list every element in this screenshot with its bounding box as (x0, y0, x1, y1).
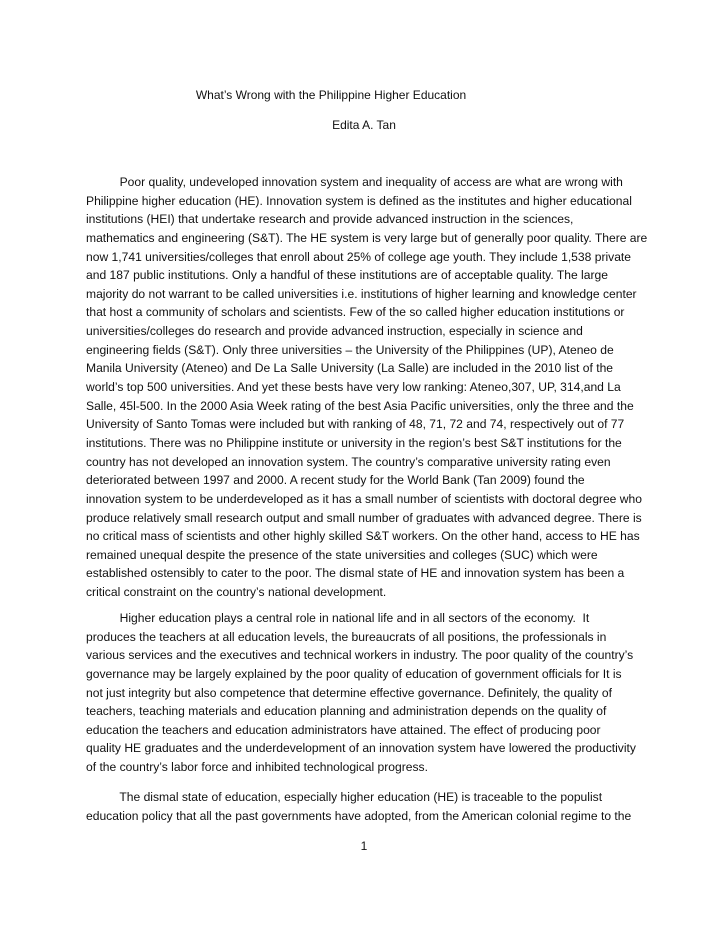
text-line: innovation system to be underdeveloped as it has a small number of scientists with doctoral degree who (86, 491, 642, 506)
page-number: 1 (360, 839, 368, 853)
text-line: country has not developed an innovation system. The country’s comparative university rating even (86, 454, 611, 469)
text-line: governance may be largely explained by the poor quality of education of government officials for It is (86, 666, 622, 681)
text-line: mathematics and engineering (S&T). The HE system is very large but of generally poor quality. There are (86, 230, 648, 245)
text-line: of the country’s labor force and inhibited technological progress. (86, 760, 428, 775)
text-line: institutions. There was no Philippine institute or university in the region’s best S&T institutions for the (86, 435, 622, 450)
text-line: critical constraint on the country’s national development. (86, 585, 387, 600)
text-line: now 1,741 universities/colleges that enroll about 25% of college age youth. They include 1,538 private (86, 249, 632, 264)
text-line: institutions (HEI) that undertake research and provide advanced instruction in the sciences, (86, 212, 574, 227)
text-line: produces the teachers at all education levels, the bureaucrats of all positions, the professionals in (86, 629, 607, 644)
text-line: produce relatively small research output and small number of graduates with advanced degree. There is (86, 510, 642, 525)
text-line: quality HE graduates and the underdevelopment of an innovation system have lowered the productivity (86, 741, 636, 756)
paragraph-3 (86, 788, 654, 825)
text-line: remained unequal despite the presence of the state universities and colleges (SUC) which were (86, 547, 598, 562)
text-line: and 187 public institutions. Only a handful of these institutions are of acceptable quality. The large (86, 268, 608, 283)
text-line: various services and the executives and technical workers in industry. The poor quality of the country’s (86, 648, 634, 663)
text-line: established ostensibly to cater to the poor. The dismal state of HE and innovation system has been a (86, 566, 625, 581)
document-title: What’s Wrong with the Philippine Higher Education (195, 88, 467, 102)
text-line: The dismal state of education, especially higher education (HE) is traceable to the populist (86, 790, 603, 804)
text-line: education policy that all the past governments have adopted, from the American colonial regime to the (86, 808, 632, 823)
text-line: University of Santo Tomas were included but with ranking of 48, 71, 72 and 74, respectively out of 77 (86, 417, 625, 432)
text-line: universities/colleges do research and provide advanced instruction, especially in science and (86, 324, 583, 339)
text-line: that host a community of scholars and scientists. Few of the so called higher education institutions or (86, 305, 625, 320)
text-line: majority do not warrant to be called universities i.e. institutions of higher learning and knowledge center (86, 286, 637, 301)
text-line: Philippine higher education (HE). Innovation system is defined as the institutes and higher educational (86, 193, 632, 208)
document-author (0, 117, 728, 133)
text-line: Manila University (Ateneo) and De La Salle University (La Salle) are included in the 2010 list of the (86, 361, 614, 376)
text-line: teachers, teaching materials and education planning and administration depends on the quality of (86, 704, 607, 719)
text-line: Higher education plays a central role in national life and in all sectors of the economy. It (86, 611, 590, 625)
text-line: Poor quality, undeveloped innovation system and inequality of access are what are wrong with (86, 175, 623, 189)
author-name: Edita A. Tan (332, 118, 396, 132)
text-line: education the teachers and education administrators have attained. The effect of producing poor (86, 722, 601, 737)
text-line: not just integrity but also competence that determine effective governance. Definitely, the quality of (86, 685, 612, 700)
text-line: Salle, 45l-500. In the 2000 Asia Week rating of the best Asia Pacific universities, only the three and the (86, 398, 634, 413)
text-line: no critical mass of scientists and other highly skilled S&T workers. On the other hand, access to HE has (86, 529, 640, 544)
text-line: world’s top 500 universities. And yet these bests have very low ranking: Ateneo,307, UP, 314,and La (86, 380, 621, 395)
text-line: deteriorated between 1997 and 2000. A recent study for the World Bank (Tan 2009) found the (86, 473, 585, 488)
paragraph-2 (86, 609, 654, 777)
paragraph-1 (86, 173, 654, 602)
text-line: engineering fields (S&T). Only three universities – the University of the Philippines (UP), Ateneo de (86, 342, 614, 357)
